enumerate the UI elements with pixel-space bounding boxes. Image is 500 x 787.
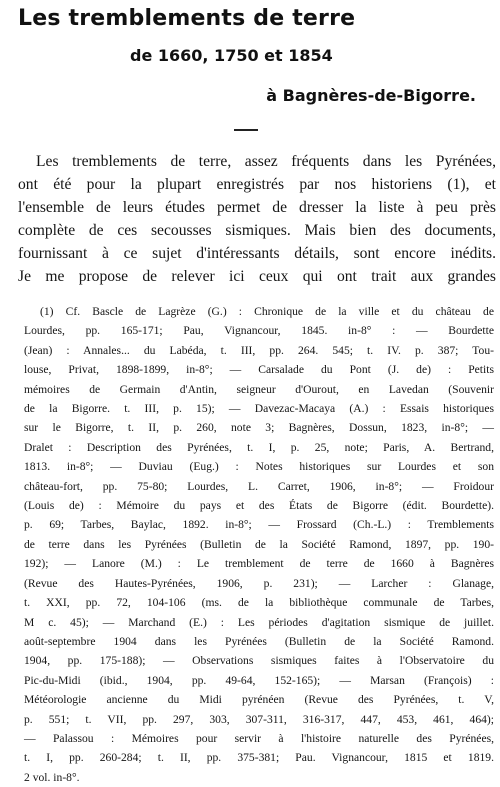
section-rule [234,129,258,131]
footnote-line: mémoires de Germain d'Antin, seigneur d'Ourout, en Lavedan (Souvenir [24,382,494,396]
body-line: Les tremblements de terre, assez fréquents dans les Pyrénées, [36,153,496,170]
footnote-line: p. 69; Tarbes, Baylac, 1892. in-8°; — Frossard (Ch.-L.) : Tremblements [24,518,494,532]
footnote-line: de terre dans les Pyrénées (Bulletin de la Société Ramond, 1897, pp. 190- [24,537,494,551]
body-line: ont été pour la plupart enregistrés par nos historiens (1), et [18,176,496,193]
footnote-line: 192); — Lanore (M.) : Le tremblement de terre de 1660 à Bagnères [24,557,494,571]
footnote-line: (Jean) : Annales... du Labéda, t. III, pp. 264. 545; t. IV. p. 387; Tou- [24,343,494,357]
body-line: complète de ces secousses sismiques. Mais bien des documents, [18,222,496,239]
body-paragraph [18,150,496,288]
body-line: Je me propose de relever ici ceux qui ont trait aux grandes [18,268,496,285]
footnote-line: château-fort, pp. 75-80; Lourdes, L. Carret, 1906, in-8°; — Froidour [24,479,494,493]
footnote-line: Météorologie ancienne du Midi pyrénéen (Revue des Pyrénées, t. V, [24,693,494,707]
footnote-line: sur le Bigorre, t. II, p. 260, note 3; Bagnères, Dossun, 1823, in-8°; — [24,421,494,435]
footnote-line: 1904, pp. 175-188); — Observations sismiques faites à l'Observatoire du [24,654,494,668]
footnote-line: t. I, pp. 260-284; t. II, pp. 375-381; Pau. Vignancour, 1815 et 1819. [24,751,494,765]
footnote-line: 2 vol. in-8°. [24,770,80,784]
page-subtitle: de 1660, 1750 et 1854 [130,46,333,65]
footnote-line: août-septembre 1904 dans les Pyrénées (Bulletin de la Société Ramond. [24,634,494,648]
footnote-line: t. XXI, pp. 72, 104-106 (ms. de la bibliothèque communale de Tarbes, [24,596,494,610]
footnote-line: Pic-du-Midi (ibid., 1904, pp. 49-64, 152-165); — Marsan (François) : [24,673,494,687]
footnote-line: Dralet : Description des Pyrénées, t. I, p. 25, note; Paris, A. Bertrand, [24,440,494,454]
footnote-line: de la Bigorre. t. III, p. 15); — Davezac-Macaya (A.) : Essais historiques [24,402,494,416]
footnote-line: — Palassou : Mémoires pour servir à l'histoire naturelle des Pyrénées, [24,731,494,745]
footnote-line: p. 551; t. VII, pp. 297, 303, 307-311, 316-317, 447, 453, 461, 464); [24,712,494,726]
footnote-line: Lourdes, pp. 165-171; Pau, Vignancour, 1845. in-8° : — Bourdette [24,324,494,338]
footnote-line: (Louis de) : Mémoire du pays et des États de Bigorre (édit. Bourdette). [24,499,494,513]
footnote-line: (Revue des Hautes-Pyrénées, 1906, p. 231); — Larcher : Glanage, [24,576,494,590]
page-title: Les tremblements de terre [18,6,356,31]
footnote-line: (1) Cf. Bascle de Lagrèze (G.) : Chronique de la ville et du château de [40,305,494,318]
footnote-line: M c. 45); — Marchand (E.) : Les périodes d'agitation sismique de juillet. [24,615,494,629]
page-place: à Bagnères-de-Bigorre. [266,86,476,105]
body-line: fournissant à ce sujet d'intéressants détails, sont encore inédits. [18,245,496,262]
footnote-line: 1813. in-8°; — Duviau (Eug.) : Notes historiques sur Lourdes et son [24,460,494,474]
footnote [24,302,494,787]
body-line: l'ensemble de leurs études permet de dresser la liste à peu près [18,199,496,216]
footnote-line: louse, Privat, 1898-1899, in-8°; — Carsalade du Pont (J. de) : Petits [24,363,494,377]
